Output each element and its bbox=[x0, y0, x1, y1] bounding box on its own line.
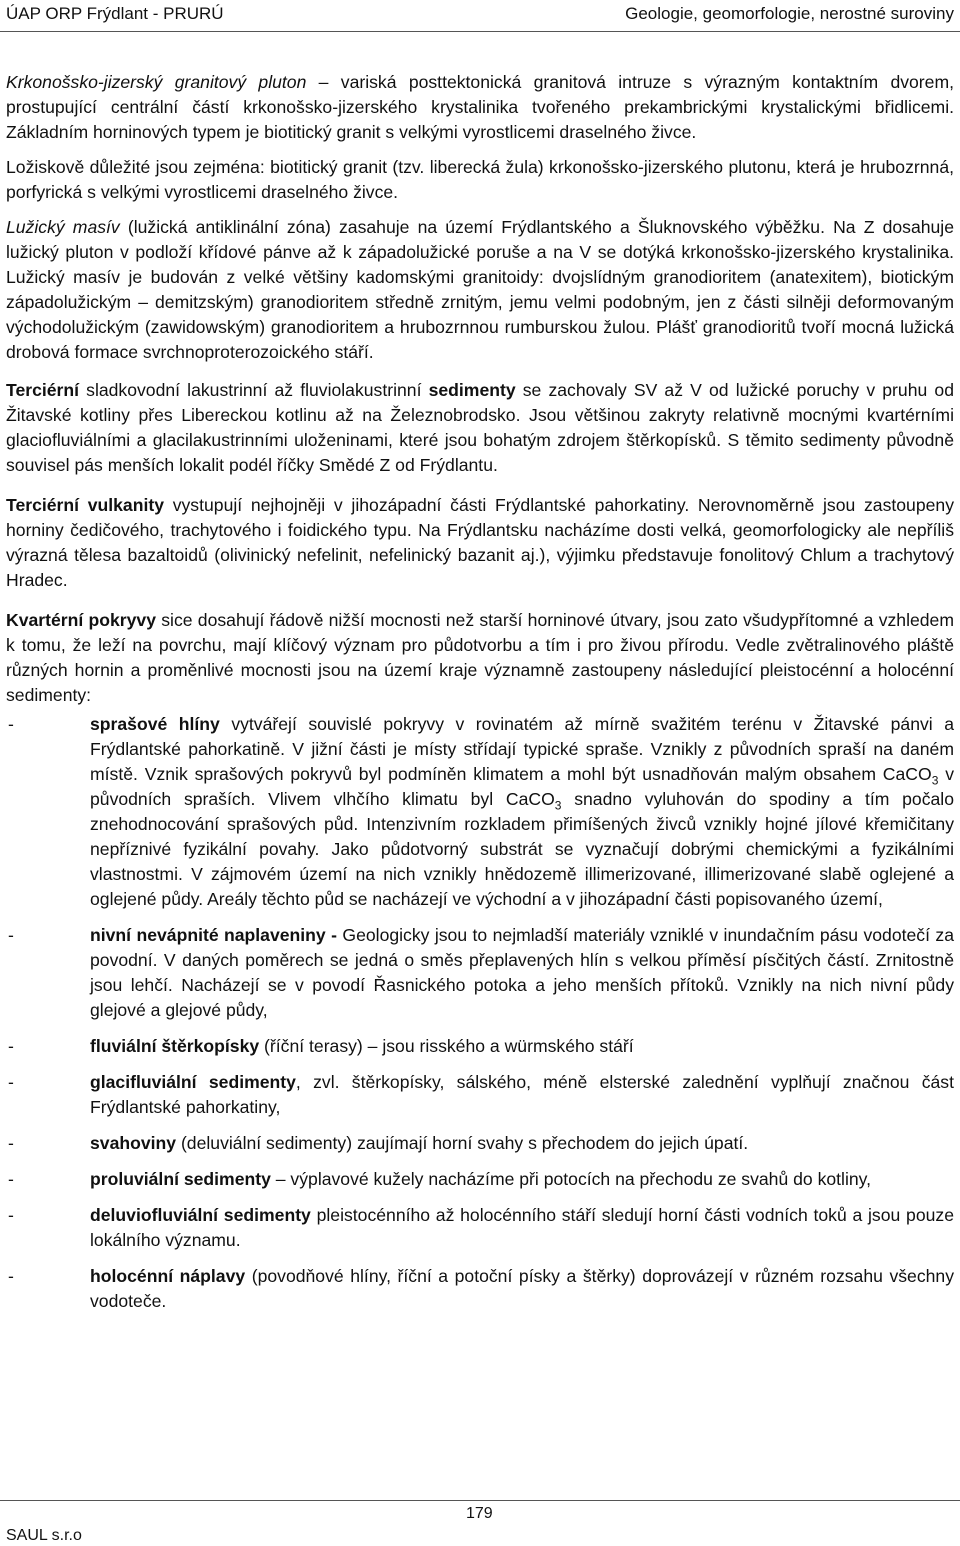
paragraph-tertiary-volcanics bbox=[6, 493, 954, 593]
list-item-term: nivní nevápnité naplaveniny - bbox=[90, 925, 337, 945]
paragraph-deposits bbox=[6, 155, 954, 205]
list-item bbox=[6, 923, 954, 1023]
header-title: ÚAP ORP Frýdlant - PRURÚ bbox=[6, 4, 224, 23]
list-item-term: deluviofluviální sedimenty bbox=[90, 1205, 311, 1225]
list-item-text: vytvářejí souvislé pokryvy v rovinatém až mírně svažitém terénu v Žitavské pánvi a Frýdlantské pahorkatině. V jižní části je místy střídají typické spraše. Vznikly z původních spraší na daném místě. Vznik sprašových pokryvů byl podmíněn klimatem a mohl být usnadňován malým obsahem CaCO bbox=[90, 714, 954, 784]
paragraph-tertiary-sediments bbox=[6, 378, 954, 478]
list-item-text: Geologicky jsou to nejmladší materiály vzniklé v inundačním pásu vodotečí za povodní. V daných poměrech se jedná o směs přeplavených hlín s velkou příměsí písčitých částí. Zrnitostně jsou lehčí. Nacházejí se v povodí Řasnického potoka a jeho menších přítoků. Vznikly na nich nivní půdy glejové a glejové půdy, bbox=[90, 925, 954, 1020]
paragraph-lusatian-massif bbox=[6, 215, 954, 365]
paragraph-text: – variská posttektonická granitová intruze s výrazným kontaktním dvorem, prostupující centrální částí krkonošsko-jizerského krystalinika tvořeného prekambrickými krystalickými břidlicemi. Základním horninových typem je biotitický granit s velkými vyrostlicemi draselného živce. bbox=[6, 72, 954, 142]
list-dash: - bbox=[8, 714, 14, 734]
list-item-term: sprašové hlíny bbox=[90, 714, 220, 734]
footer-company: SAUL s.r.o bbox=[6, 1527, 82, 1544]
header-section: Geologie, geomorfologie, nerostné suroviny bbox=[625, 4, 954, 23]
list-dash: - bbox=[8, 925, 14, 945]
list-item-text: – výplavové kužely nacházíme při potocích na přechodu ze svahů do kotliny, bbox=[270, 1169, 872, 1189]
subscript: 3 bbox=[931, 773, 939, 788]
list-dash: - bbox=[8, 1036, 14, 1056]
list-item-text: , zvl. štěrkopísky, sálského, méně elsterské zalednění vyplňují značnou část Frýdlantské pahorkatiny, bbox=[90, 1072, 954, 1117]
term-quaternary: Kvartérní pokryvy bbox=[6, 610, 156, 630]
list-dash: - bbox=[8, 1205, 14, 1225]
list-dash: - bbox=[8, 1169, 14, 1189]
list-item-text: pleistocénního až holocénního stáří sledují horní části vodních toků a jsou pouze lokálního významu. bbox=[90, 1205, 954, 1250]
list-item-text: v původních spraších. Vlivem vlhčího klimatu byl CaCO bbox=[90, 764, 954, 809]
term-pluton: Krkonošsko-jizerský granitový pluton bbox=[6, 72, 307, 92]
page-number: 179 bbox=[466, 1505, 493, 1522]
term-tertiary-volcanics: Terciérní vulkanity bbox=[6, 495, 164, 515]
term-lusatian-massif: Lužický masív bbox=[6, 217, 120, 237]
document-body bbox=[6, 70, 954, 1325]
list-item bbox=[6, 1034, 954, 1059]
paragraph-text: sladkovodní lakustrinní až fluviolakustrinní bbox=[79, 380, 429, 400]
sediment-list bbox=[6, 712, 954, 1314]
list-item-term: holocénní náplavy bbox=[90, 1266, 246, 1286]
subscript: 3 bbox=[554, 798, 562, 813]
list-item bbox=[6, 1167, 954, 1192]
list-item-text: (povodňové hlíny, říční a potoční písky a štěrky) doprovázejí v různém rozsahu všechny vodoteče. bbox=[90, 1266, 954, 1311]
list-item-text: (deluviální sedimenty) zaujímají horní svahy s přechodem do jejich úpatí. bbox=[176, 1133, 749, 1153]
list-dash: - bbox=[8, 1133, 14, 1153]
paragraph-text: sice dosahují řádově nižší mocnosti než starší horninové útvary, jsou zato všudypřítomné a vzhledem k tomu, že leží na povrchu, mají klíčový význam pro půdotvorbu a tím i pro živou přírodu. Vedle zvětralinového pláště různých hornin a proměnlivé mocnosti jsou na území kraje významně zastoupeny následující pleistocénní a holocénní sedimenty: bbox=[6, 610, 954, 705]
term-tertiary: Terciérní bbox=[6, 380, 80, 400]
page-footer bbox=[0, 1500, 960, 1546]
list-item bbox=[6, 1131, 954, 1156]
list-item-term: glacifluviální sedimenty bbox=[90, 1072, 296, 1092]
paragraph-text: vystupují nejhojněji v jihozápadní části Frýdlantské pahorkatiny. Nerovnoměrně jsou zastoupeny horniny čedičového, trachytového i foidického typu. Na Frýdlantsku nacházíme dosti velká, geomorfologicky ale nepříliš výrazná tělesa bazaltoidů (olivinický nefelinit, nefelinický bazanit aj.), výjimku představuje fonolitový Chlum a trachytový Hradec. bbox=[6, 495, 954, 590]
list-item bbox=[6, 1264, 954, 1314]
list-item bbox=[6, 1070, 954, 1120]
page-header bbox=[0, 0, 960, 32]
list-item-text: (říční terasy) – jsou risského a würmského stáří bbox=[259, 1036, 634, 1056]
list-dash: - bbox=[8, 1072, 14, 1092]
list-item-term: svahoviny bbox=[90, 1133, 177, 1153]
list-item-text: snadno vyluhován do spodiny a tím počalo znehodnocování sprašových půd. Intenzivním rozkladem přimíšených živců vznikly hojné jílové křemičitany nepříznivé fyzikální povahy. Jako půdotvorný substrát se vyznačují dobrými chemickými a fyzikálními vlastnostmi. V zájmovém území na nich vznikly hnědozemě illimerizované, illimerizované slabě oglejené a oglejené půdy. Areály těchto půd se nacházejí ve východní a v jihozápadní části popisovaného území, bbox=[90, 789, 954, 909]
list-item-term: fluviální štěrkopísky bbox=[90, 1036, 260, 1056]
paragraph-quaternary bbox=[6, 608, 954, 708]
paragraph-text: (lužická antiklinální zóna) zasahuje na území Frýdlantského a Šluknovského výběžku. Na Z dosahuje lužický pluton v podloží křídové pánve až k západolužické poruše a na V se dotýká krkonošsko-jizerského krystalinika. Lužický masív je budován z velké většiny kadomskými granitoidy: dvojslídným granodioritem (anatexitem), biotickým západolužickým – demitzským) granodioritem středně zrnitým, jemu velmi podobným, jen z části silněji deformovaným východolužickým (zawidowským) granodioritem a hrubozrnnou rumburskou žulou. Plášť granodioritů tvoří mocná lužická drobová formace svrchnoproterozoického stáří. bbox=[6, 217, 954, 362]
list-item-term: proluviální sedimenty bbox=[90, 1169, 271, 1189]
paragraph-text: se zachovaly SV až V od lužické poruchy v pruhu od Žitavské kotliny přes Libereckou kotlinu až na Železnobrodsko. Jsou většinou zakryty relativně mocnými kvartérními glaciofluviálními a glacilakustrinními uloženinami, které jsou bohatým zdrojem štěrkopísků. S těmito sedimenty původně souvisel pás menších lokalit podél říčky Smědé Z od Frýdlantu. bbox=[6, 380, 954, 475]
paragraph-pluton bbox=[6, 70, 954, 145]
list-item bbox=[6, 712, 954, 912]
list-item bbox=[6, 1203, 954, 1253]
paragraph-text: Ložiskově důležité jsou zejména: biotitický granit (tzv. liberecká žula) krkonošsko-jizerského plutonu, která je hrubozrnná, porfyrická s velkými vyrostlicemi draselného živce. bbox=[6, 157, 954, 202]
list-dash: - bbox=[8, 1266, 14, 1286]
term-sediments: sedimenty bbox=[428, 380, 516, 400]
